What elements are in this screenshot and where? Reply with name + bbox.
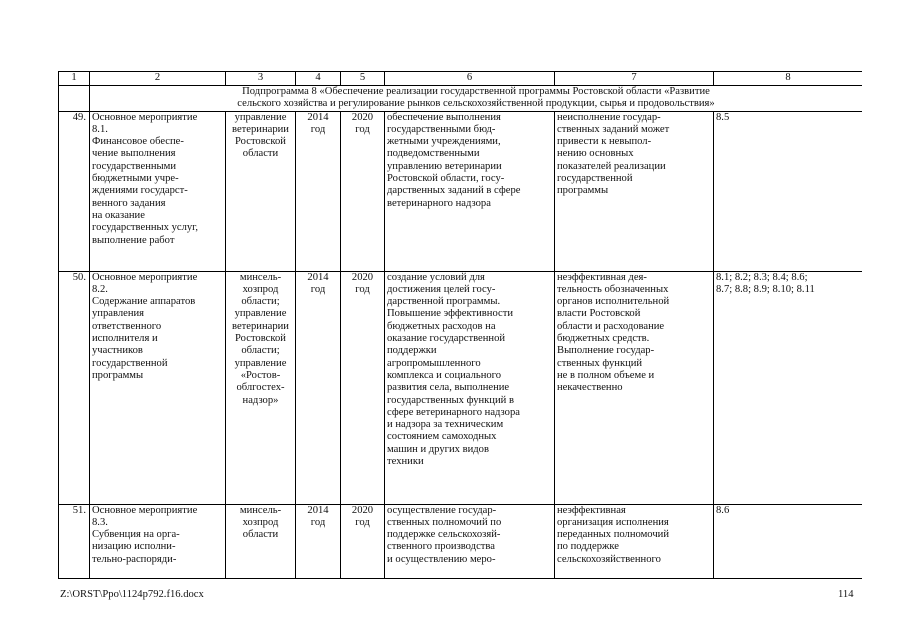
column-header: 8 (714, 72, 863, 86)
consequence-cell: неэффективная организация исполнения переданных полномочий по поддержке сельскохозяйственного (555, 504, 714, 578)
column-header: 5 (341, 72, 385, 86)
end-cell: 2020 год (341, 504, 385, 578)
column-header: 7 (555, 72, 714, 86)
file-path: Z:\ORST\Ppo\1124p792.f16.docx (60, 589, 204, 600)
row-number: 50. (59, 271, 90, 504)
result-cell: осуществление государ- ственных полномочий по поддержке сельскохозяй- ственного производства и осуществлению меро- (385, 504, 555, 578)
consequence-cell: неисполнение государ- ственных заданий может привести к невыпол- нению основных показателей реализации государственной программы (555, 111, 714, 271)
indicators-cell: 8.6 (714, 504, 863, 578)
start-cell: 2014 год (296, 111, 341, 271)
result-cell: создание условий для достижения целей госу- дарственной программы. Повышение эффективности бюджетных расходов на оказание государственной поддержки агропромышленного комплекса и социального развития села, выполнение государственных функций в сфере ветеринарного надзора и надзора за техническим состоянием самоходных машин и других видов техники (385, 271, 555, 504)
executor-cell: минсель- хозпрод области (226, 504, 296, 578)
column-header: 6 (385, 72, 555, 86)
empty-cell (59, 86, 90, 112)
indicators-cell: 8.5 (714, 111, 863, 271)
executor-cell: минсель- хозпрод области; управление ветеринарии Ростовской области; управление «Ростов- облгостех- надзор» (226, 271, 296, 504)
end-cell: 2020 год (341, 271, 385, 504)
column-header: 4 (296, 72, 341, 86)
start-cell: 2014 год (296, 271, 341, 504)
row-number: 51. (59, 504, 90, 578)
result-cell: обеспечение выполнения государственными бюд- жетными учреждениями, подведомственными управлению ветеринарии Ростовской области, госу- дарственных заданий в сфере ветеринарного надзора (385, 111, 555, 271)
page-number: 114 (838, 589, 854, 600)
table-row (59, 271, 863, 504)
column-header: 1 (59, 72, 90, 86)
event-cell: Основное мероприятие 8.3. Субвенция на орга- низацию исполни- тельно-распоряди- (90, 504, 226, 578)
table-clip (58, 71, 862, 582)
end-cell: 2020 год (341, 111, 385, 271)
consequence-cell: неэффективная дея- тельность обозначенных органов исполнительной власти Ростовской области и расходование бюджетных средств. Выполнение государ- ственных функций не в полном объеме и некачественно (555, 271, 714, 504)
measures-table (58, 71, 862, 579)
row-number: 49. (59, 111, 90, 271)
table-row (59, 504, 863, 578)
subprogram-title: Подпрограмма 8 «Обеспечение реализации государственной программы Ростовской области «Развитие сельского хозяйства и регулирование рынков сельскохозяйственной продукции, сырья и продовольствия» (90, 86, 863, 112)
column-header-row (59, 72, 863, 86)
column-header: 2 (90, 72, 226, 86)
event-cell: Основное мероприятие 8.1. Финансовое обеспе- чение выполнения государственными бюджетными учре- ждениями государст- венного задания на оказание государственных услуг, выполнение работ (90, 111, 226, 271)
event-cell: Основное мероприятие 8.2. Содержание аппаратов управления ответственного исполнителя и участников государственной программы (90, 271, 226, 504)
subprogram-row (59, 86, 863, 112)
start-cell: 2014 год (296, 504, 341, 578)
indicators-cell: 8.1; 8.2; 8.3; 8.4; 8.6; 8.7; 8.8; 8.9; 8.10; 8.11 (714, 271, 863, 504)
column-header: 3 (226, 72, 296, 86)
executor-cell: управление ветеринарии Ростовской области (226, 111, 296, 271)
table-row (59, 111, 863, 271)
